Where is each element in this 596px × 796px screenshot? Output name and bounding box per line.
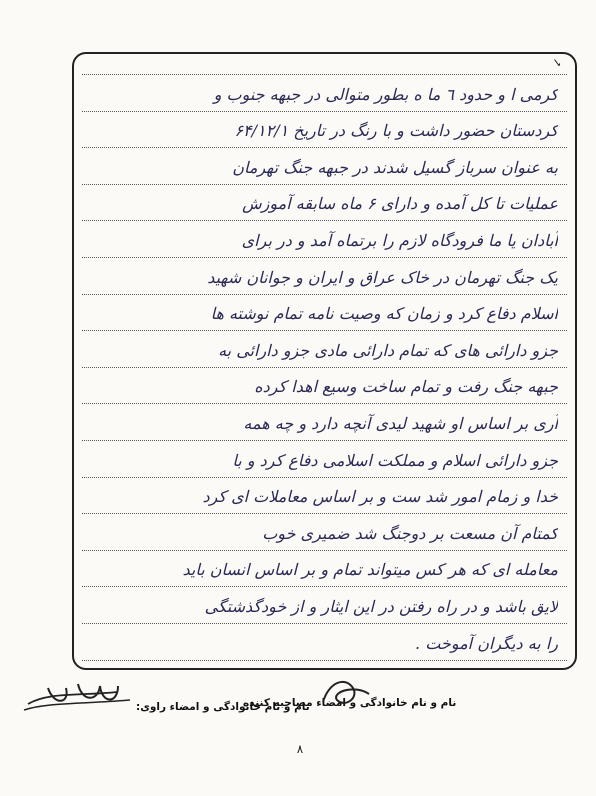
handwritten-line: آبادان یا ما فرودگاه لازم را برتماه آمد و در برای xyxy=(241,231,558,250)
handwritten-line: یک جنگ تهرمان در خاک عراق و ایران و جوانان شهید xyxy=(207,267,558,287)
ruled-line xyxy=(82,220,567,221)
ruled-line xyxy=(82,111,567,112)
handwritten-line: لایق باشد و در راه رفتن در این ایثار و از خودگذشتگی xyxy=(204,597,558,616)
ruled-line xyxy=(82,367,567,368)
ruled-line xyxy=(82,550,567,551)
ruled-line xyxy=(82,660,567,661)
ruled-line xyxy=(82,403,567,404)
ruled-line xyxy=(82,623,567,624)
handwritten-line: کردستان حضور داشت و با رنگ در تاریخ ۶۴/۱۲/۱ xyxy=(234,121,558,141)
ruled-line xyxy=(82,147,567,148)
handwritten-line: را به دیگران آموخت . xyxy=(415,633,558,653)
handwritten-line: اسلام دفاع کرد و زمان که وصیت نامه تمام نوشته ها xyxy=(210,304,558,324)
handwritten-line: عملیات تا کل آمده و دارای ۶ ماه سابقه آموزش xyxy=(242,194,558,214)
handwritten-line: به عنوان سرباز گسیل شدند در جبهه جنگ تهرمان xyxy=(232,157,558,177)
ruled-line xyxy=(82,477,567,478)
ruled-line xyxy=(82,440,567,441)
ruled-line xyxy=(82,74,567,75)
interviewer-label: نام و نام خانوادگی و امضاء مصاحبه کننده xyxy=(243,697,457,709)
handwritten-line: آری بر اساس او شهید لیدی آنچه دارد و چه همه xyxy=(243,414,558,433)
handwritten-line: کمتام آن مسعت بر دوجنگ شد ضمیری خوب xyxy=(262,523,558,543)
narrator-label: نام و نام خانوادگی و امضاء راوی: xyxy=(136,701,310,713)
handwritten-line: جزو دارائی های که تمام دارائی مادی جزو دارائی به xyxy=(218,340,558,360)
ruled-line xyxy=(82,330,567,331)
handwritten-line: کرمی ا و حدود ٦ ما ه بطور متوالی در جبهه جنوب و xyxy=(213,84,558,104)
ruled-line xyxy=(82,513,567,514)
page-number: ۸ xyxy=(296,742,304,756)
handwritten-line: جبهه جنگ رفت و تمام ساخت وسیع اهدا کرده xyxy=(254,377,558,397)
ruled-line xyxy=(82,184,567,185)
corner-mark: ✓ xyxy=(551,56,562,70)
ruled-line xyxy=(82,586,567,587)
handwritten-line: معامله ای که هر کس میتواند تمام و بر اساس انسان باید xyxy=(182,560,558,580)
ruled-line xyxy=(82,294,567,295)
ruled-line xyxy=(82,257,567,258)
interviewer-signature xyxy=(315,672,375,712)
handwritten-line: جزو دارائی اسلام و مملکت اسلامی دفاع کرد و با xyxy=(232,450,558,470)
handwritten-line: خدا و زمام امور شد ست و بر اساس معاملات ای کرد xyxy=(202,487,558,507)
